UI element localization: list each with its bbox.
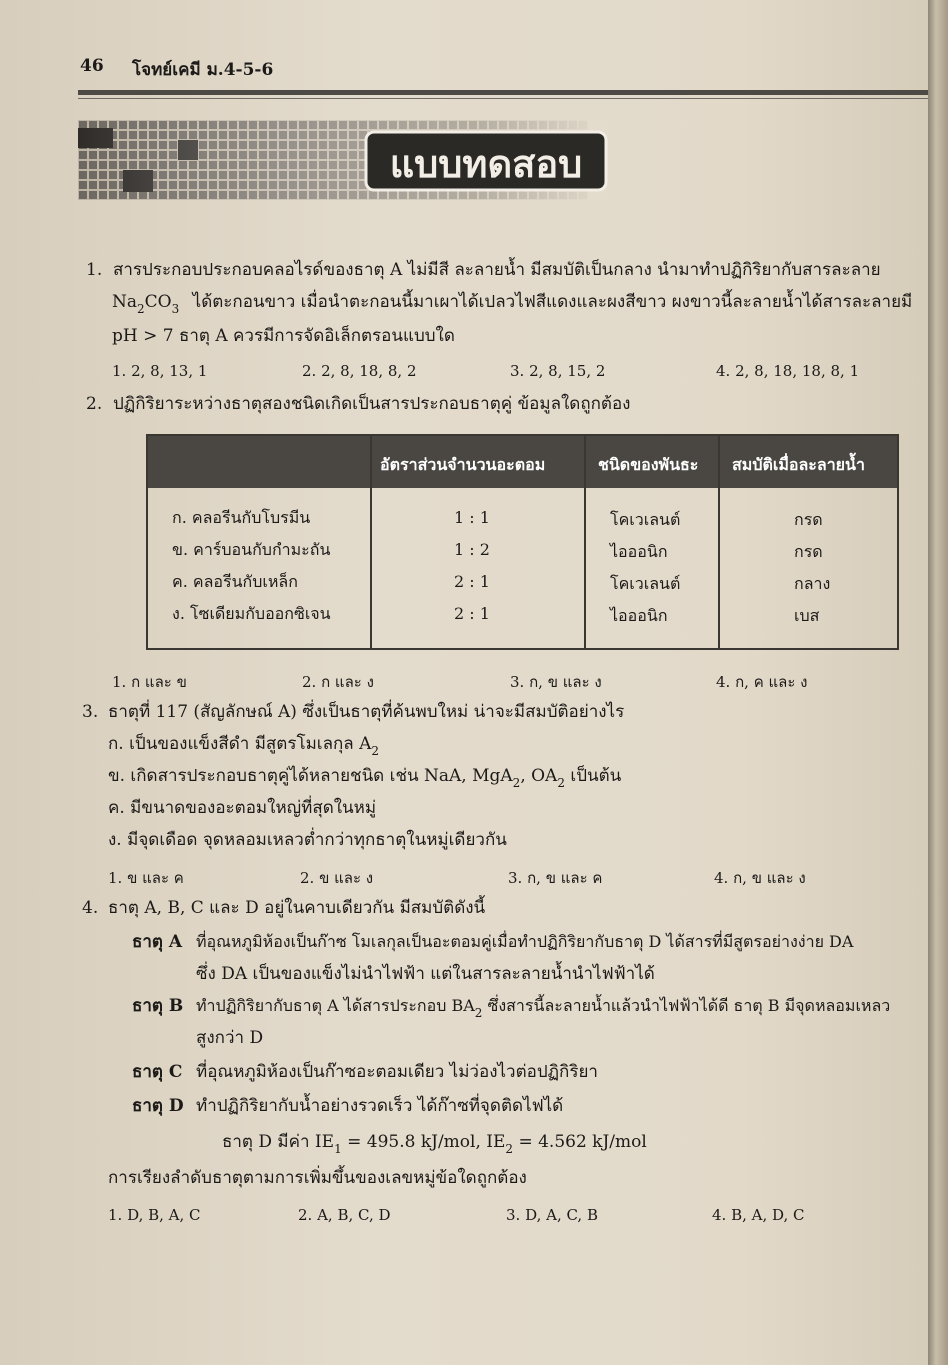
q3-option-a: ก. เป็นของแข็งสีดำ มีสูตรโมเลกุล $A_2$ — [108, 734, 380, 758]
q1-choice-4[interactable]: 4. 2, 8, 18, 18, 8, 1 — [716, 362, 860, 380]
q2-choice-4[interactable]: 4. ก, ค และ ง — [716, 673, 808, 691]
q4-choice-3[interactable]: 3. D, A, C, B — [506, 1206, 598, 1224]
q2-table — [146, 434, 899, 650]
row-4-label: ง. โซเดียมกับออกซิเจน — [172, 604, 331, 623]
row-2-ratio: 1 : 2 — [454, 540, 490, 559]
row-4-ratio: 2 : 1 — [454, 604, 490, 623]
header-bond: ชนิดของพันธะ — [598, 455, 699, 474]
q4-element-a-line2: ซึ่ง DA เป็นของแข็งไม่นำไฟฟ้า แต่ในสารละลายน้ำนำไฟฟ้าได้ — [196, 964, 655, 984]
row-2-label: ข. คาร์บอนกับกำมะถัน — [172, 540, 331, 559]
q4-element-c-line: ที่อุณหภูมิห้องเป็นก๊าซอะตอมเดียว ไม่ว่องไวต่อปฏิกิริยา — [196, 1062, 598, 1082]
q4-element-b-line2: สูงกว่า D — [196, 1028, 264, 1048]
table-divider — [584, 436, 586, 648]
q1-choice-2[interactable]: 2. 2, 8, 18, 8, 2 — [302, 362, 417, 380]
row-1-label: ก. คลอรีนกับโบรมีน — [172, 508, 311, 527]
row-3-label: ค. คลอรีนกับเหล็ก — [172, 572, 298, 591]
q1-line2: $Na_2CO_3$ ได้ตะกอนขาว เมื่อนำตะกอนนี้มาเผาได้เปลวไฟสีแดงและผงสีขาว ผงขาวนี้ละลายน้ำได้สารละลายมี — [112, 292, 913, 316]
header-rule — [78, 90, 928, 95]
row-4-property: เบส — [794, 606, 820, 625]
q3-option-c: ค. มีขนาดของอะตอมใหญ่ที่สุดในหมู่ — [108, 798, 377, 818]
book-title: โจทย์เคมี ม.4-5-6 — [132, 60, 274, 80]
q4-element-c-label: ธาตุ C — [132, 1062, 183, 1082]
q4-element-b-label: ธาตุ B — [132, 996, 184, 1016]
table-divider — [370, 436, 372, 648]
row-2-bond: ไอออนิก — [610, 542, 668, 561]
q3-choice-2[interactable]: 2. ข และ ง — [300, 869, 374, 887]
q4-element-a-line1: ที่อุณหภูมิห้องเป็นก๊าซ โมเลกุลเป็นอะตอมคู่เมื่อทำปฏิกิริยากับธาตุ D ได้สารที่มีสูตรอย่างง่าย DA — [196, 932, 854, 951]
q3-option-d: ง. มีจุดเดือด จุดหลอมเหลวต่ำกว่าทุกธาตุในหมู่เดียวกัน — [108, 830, 507, 850]
q4-element-d-line: ทำปฏิกิริยากับน้ำอย่างรวดเร็ว ได้ก๊าซที่จุดติดไฟได้ — [196, 1096, 564, 1116]
q3-choice-1[interactable]: 1. ข และ ค — [108, 869, 184, 887]
q2-number: 2. — [86, 394, 103, 414]
header-property: สมบัติเมื่อละลายน้ำ — [732, 455, 865, 474]
q4-element-d-label: ธาตุ D — [132, 1096, 184, 1116]
q3-text: ธาตุที่ 117 (สัญลักษณ์ A) ซึ่งเป็นธาตุที่ค้นพบใหม่ น่าจะมีสมบัติอย่างไร — [108, 702, 625, 722]
row-3-bond: โคเวเลนต์ — [610, 574, 681, 593]
q1-number: 1. — [86, 260, 103, 280]
q2-choice-2[interactable]: 2. ก และ ง — [302, 673, 374, 691]
q4-choice-1[interactable]: 1. D, B, A, C — [108, 1206, 201, 1224]
row-2-property: กรด — [794, 542, 823, 561]
row-3-ratio: 2 : 1 — [454, 572, 490, 591]
q3-number: 3. — [82, 702, 99, 722]
q3-choice-3[interactable]: 3. ก, ข และ ค — [508, 869, 603, 887]
q1-line1: สารประกอบประกอบคลอไรด์ของธาตุ A ไม่มีสี ละลายน้ำ มีสมบัติเป็นกลาง นำมาทำปฏิกิริยากับสารละลาย — [113, 260, 881, 280]
q1-choice-1[interactable]: 1. 2, 8, 13, 1 — [112, 362, 208, 380]
q3-choice-4[interactable]: 4. ก, ข และ ง — [714, 869, 806, 887]
row-1-ratio: 1 : 1 — [454, 508, 490, 527]
page-edge — [928, 0, 948, 1365]
row-3-property: กลาง — [794, 574, 831, 593]
q2-choice-1[interactable]: 1. ก และ ข — [112, 673, 187, 691]
q1-line3: pH > 7 ธาตุ A ควรมีการจัดอิเล็กตรอนแบบใด — [112, 326, 455, 346]
q4-number: 4. — [82, 898, 99, 918]
q2-text: ปฏิกิริยาระหว่างธาตุสองชนิดเกิดเป็นสารประกอบธาตุคู่ ข้อมูลใดถูกต้อง — [113, 394, 631, 414]
header-ratio: อัตราส่วนจำนวนอะตอม — [380, 455, 546, 474]
q4-element-b-line1: ทำปฏิกิริยากับธาตุ A ได้สารประกอบ $BA_2$ ซึ่งสารนี้ละลายน้ำแล้วนำไฟฟ้าได้ดี ธาตุ B มีจุดหลอมเหลว — [196, 996, 891, 1020]
row-4-bond: ไอออนิก — [610, 606, 668, 625]
row-1-property: กรด — [794, 510, 823, 529]
q4-element-a-label: ธาตุ A — [132, 932, 183, 952]
table-divider — [718, 436, 720, 648]
row-1-bond: โคเวเลนต์ — [610, 510, 681, 529]
banner-title: แบบทดสอบ — [389, 142, 583, 186]
q3-option-b: ข. เกิดสารประกอบธาตุคู่ได้หลายชนิด เช่น NaA, MgA$_2$, $OA_2$ เป็นต้น — [108, 766, 622, 790]
page-number: 46 — [80, 56, 104, 76]
q4-choice-4[interactable]: 4. B, A, D, C — [712, 1206, 805, 1224]
q4-text: ธาตุ A, B, C และ D อยู่ในคาบเดียวกัน มีสมบัติดังนี้ — [108, 898, 486, 918]
q4-choice-2[interactable]: 2. A, B, C, D — [298, 1206, 391, 1224]
q4-ionization-energy: ธาตุ D มีค่า $IE_1 = 495.8$ kJ/mol, $IE_2 = 4.562$ kJ/mol — [222, 1132, 647, 1156]
q1-choice-3[interactable]: 3. 2, 8, 15, 2 — [510, 362, 606, 380]
header-rule-thin — [78, 98, 928, 99]
banner — [78, 120, 608, 200]
q4-question: การเรียงลำดับธาตุตามการเพิ่มขึ้นของเลขหมู่ข้อใดถูกต้อง — [108, 1168, 527, 1188]
q2-choice-3[interactable]: 3. ก, ข และ ง — [510, 673, 602, 691]
